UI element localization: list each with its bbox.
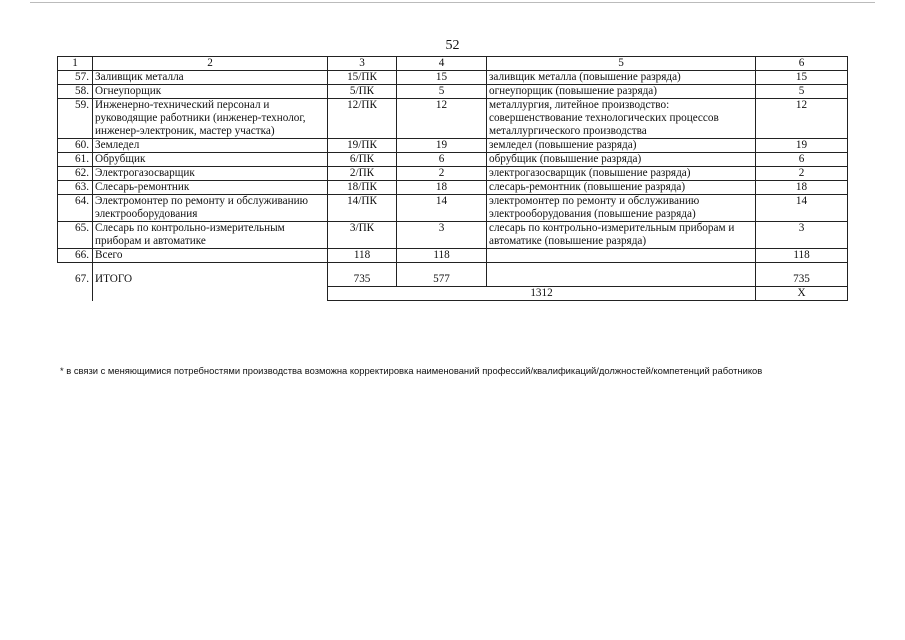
program-code: 18/ПК [328,181,397,195]
row-number: 58. [58,85,93,99]
table-row [58,99,848,139]
row-number: 59. [58,99,93,139]
students-count: 14 [397,195,487,222]
program-name: электрогазосварщик (повышение разряда) [487,167,756,181]
row-number: 64. [58,195,93,222]
table-row [58,195,848,222]
profession-name: Слесарь-ремонтник [93,181,328,195]
students-count: 5 [397,85,487,99]
table-row [58,222,848,249]
row-number: 61. [58,153,93,167]
profession-name: Огнеупорщик [93,85,328,99]
profession-name: Земледел [93,139,328,153]
row-number: 62. [58,167,93,181]
column-number: 2 [93,57,328,71]
column-number: 6 [756,57,848,71]
program-name: электромонтер по ремонту и обслуживанию электрооборудования (повышение разряда) [487,195,756,222]
students-count: 3 [397,222,487,249]
page-number: 52 [445,38,460,53]
table-body [58,57,848,301]
program-name [487,249,756,263]
profession-name: Заливщик металла [93,71,328,85]
row-number: 60. [58,139,93,153]
program-code: 3/ПК [328,222,397,249]
total-count: 118 [756,249,848,263]
footnote: * в связи с меняющимися потребностями производства возможна корректировка наименований профессий/квалификаций/должностей/компетенций работников [60,365,763,376]
program-name: огнеупорщик (повышение разряда) [487,85,756,99]
column-number: 3 [328,57,397,71]
total-count: 5 [756,85,848,99]
profession-name: Обрубщик [93,153,328,167]
students-count: 118 [397,249,487,263]
column-number: 5 [487,57,756,71]
total-col3: 735 [328,263,397,287]
total-label: ИТОГО [93,263,328,301]
program-code: 19/ПК [328,139,397,153]
program-name: земледел (повышение разряда) [487,139,756,153]
students-count: 6 [397,153,487,167]
program-name: обрубщик (повышение разряда) [487,153,756,167]
table-row [58,153,848,167]
total-count: 6 [756,153,848,167]
profession-name: Слесарь по контрольно-измерительным приборам и автоматике [93,222,328,249]
table-row [58,181,848,195]
grand-total-mark: X [756,287,848,301]
profession-name: Инженерно-технический персонал и руководящие работники (инженер-технолог, инженер-электроник, мастер участка) [93,99,328,139]
table-row [58,249,848,263]
total-count: 2 [756,167,848,181]
students-count: 2 [397,167,487,181]
total-count: 18 [756,181,848,195]
total-count: 14 [756,195,848,222]
total-col6: 735 [756,263,848,287]
total-count: 3 [756,222,848,249]
table-row [58,139,848,153]
total-col4: 577 [397,263,487,287]
students-count: 18 [397,181,487,195]
page-top-edge [30,2,875,3]
total-row [58,263,848,287]
total-count: 19 [756,139,848,153]
program-code: 12/ПК [328,99,397,139]
column-number-row [58,57,848,71]
grand-total: 1312 [328,287,756,301]
row-number: 63. [58,181,93,195]
profession-name: Электромонтер по ремонту и обслуживанию электрооборудования [93,195,328,222]
column-number: 1 [58,57,93,71]
students-count: 19 [397,139,487,153]
profession-name: Всего [93,249,328,263]
program-code: 15/ПК [328,71,397,85]
program-name: слесарь-ремонтник (повышение разряда) [487,181,756,195]
program-code: 2/ПК [328,167,397,181]
program-name: металлургия, литейное производство: совершенствование технологических процессов металлургического производства [487,99,756,139]
table-row [58,167,848,181]
total-count: 15 [756,71,848,85]
professions-table [57,56,848,301]
program-code: 6/ПК [328,153,397,167]
program-code: 5/ПК [328,85,397,99]
program-code: 118 [328,249,397,263]
program-name: слесарь по контрольно-измерительным приборам и автоматике (повышение разряда) [487,222,756,249]
program-name-empty [487,263,756,287]
row-number: 65. [58,222,93,249]
students-count: 15 [397,71,487,85]
total-count: 12 [756,99,848,139]
table-row [58,71,848,85]
row-number: 57. [58,71,93,85]
program-code: 14/ПК [328,195,397,222]
profession-name: Электрогазосварщик [93,167,328,181]
table-row [58,85,848,99]
students-count: 12 [397,99,487,139]
program-name: заливщик металла (повышение разряда) [487,71,756,85]
column-number: 4 [397,57,487,71]
row-number: 66. [58,249,93,263]
row-number: 67. [58,263,93,301]
